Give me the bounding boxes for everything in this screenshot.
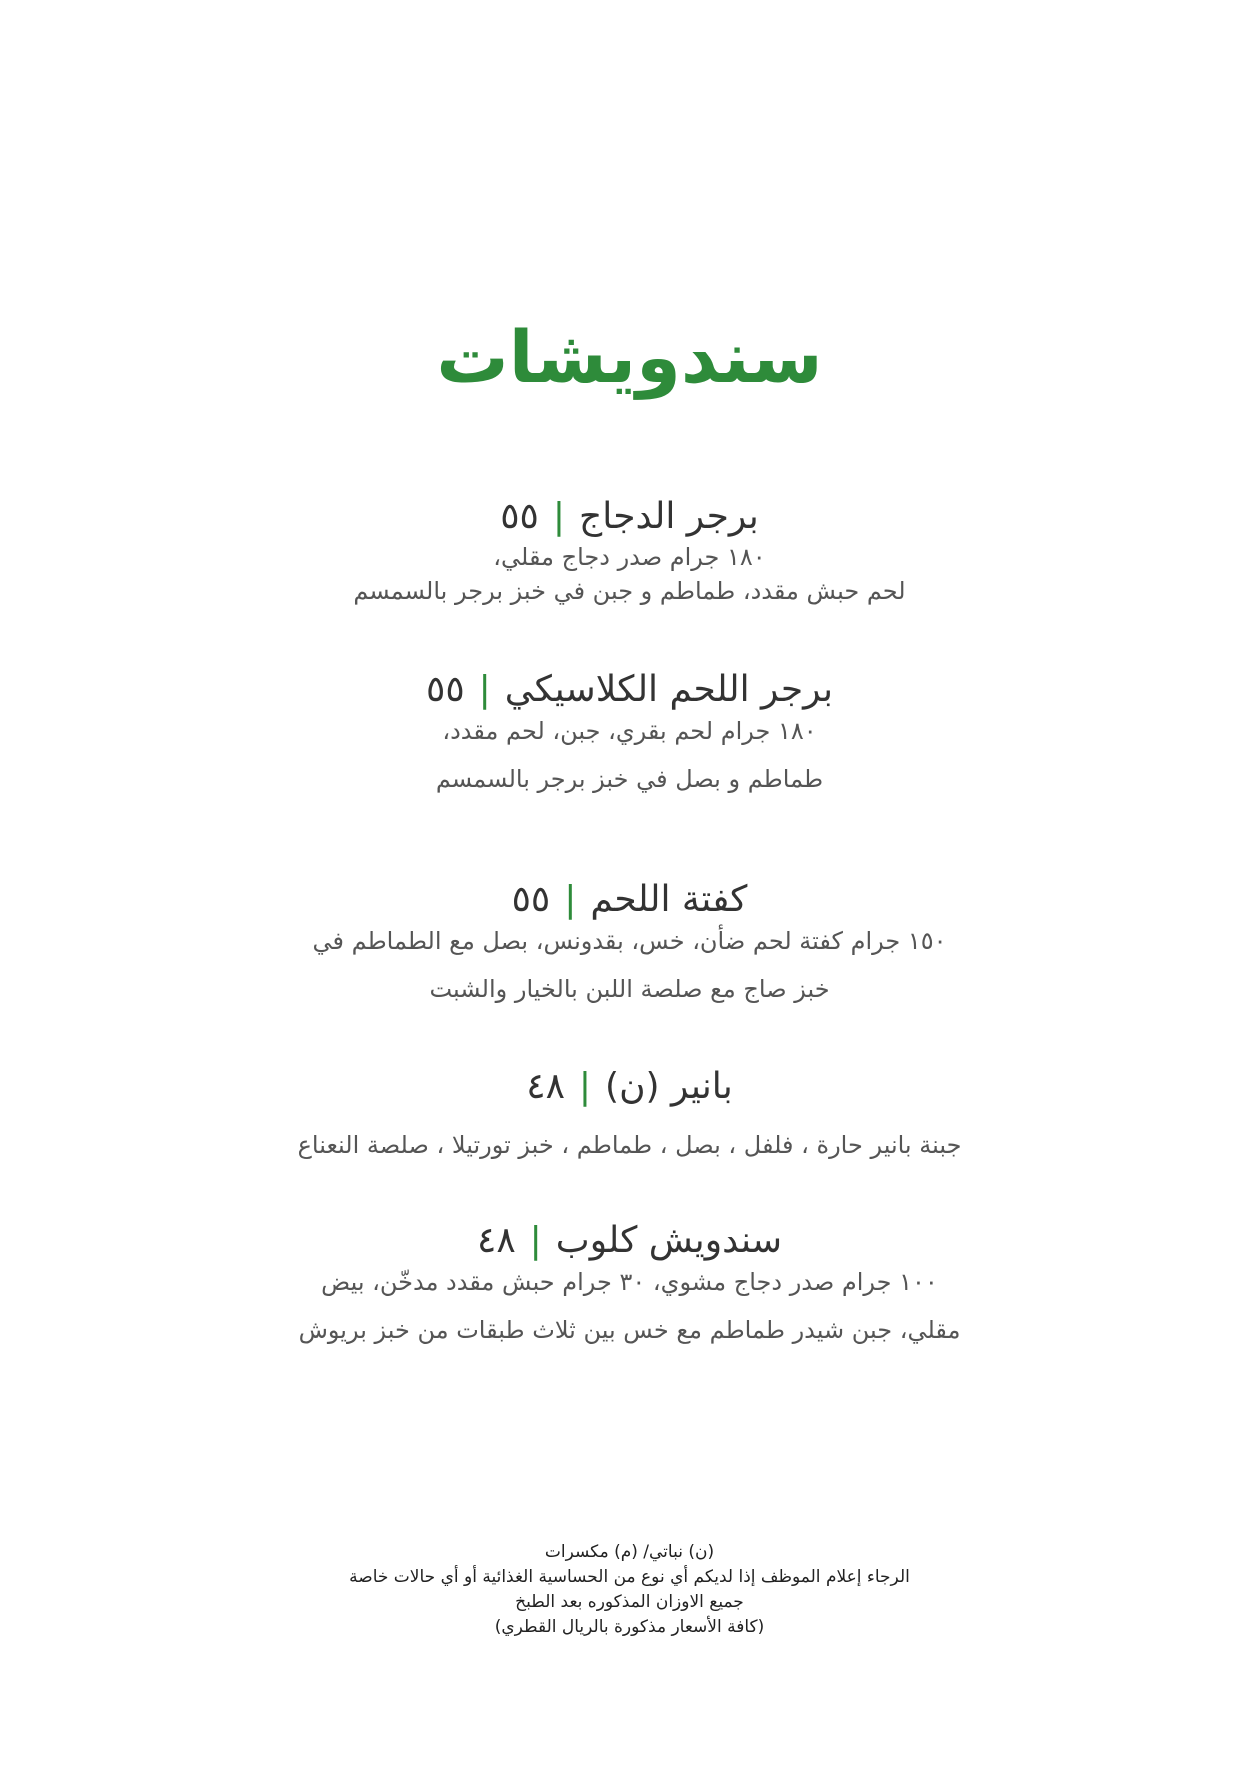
description-line: طماطم و بصل في خبز برجر بالسمسم <box>435 765 824 793</box>
menu-item-name: بانير (ن) <box>605 1066 733 1107</box>
description-line: ١٠٠ جرام صدر دجاج مشوي، ٣٠ جرام حبش مقدد مدخّن، بيض <box>321 1268 938 1296</box>
price-separator: | <box>578 1066 592 1107</box>
page-title: سندويشات <box>436 315 823 399</box>
menu-item-price: ٤٨ <box>526 1066 565 1107</box>
menu-item-description <box>0 540 1259 608</box>
description-line: ١٨٠ جرام لحم بقري، جبن، لحم مقدد، <box>442 717 817 745</box>
menu-item-price: ٥٥ <box>425 669 465 710</box>
menu-item-price: ٥٥ <box>511 879 551 920</box>
menu-item-name: برجر الدجاج <box>579 496 759 537</box>
weight-note: جميع الاوزان المذكوره بعد الطبخ <box>515 1592 744 1612</box>
menu-item <box>0 494 1259 608</box>
menu-item-name: كفتة اللحم <box>590 879 748 920</box>
currency-note: (كافة الأسعار مذكورة بالريال القطري) <box>494 1617 765 1637</box>
menu-item-description <box>0 707 1259 803</box>
price-separator: | <box>552 496 566 537</box>
price-separator: | <box>564 879 577 920</box>
menu-item <box>0 667 1259 803</box>
price-separator: | <box>478 669 491 710</box>
menu-item <box>0 877 1259 1013</box>
menu-item-description <box>0 1128 1259 1162</box>
menu-item-heading <box>0 494 1259 540</box>
description-line: جبنة بانير حارة ، فلفل ، بصل ، طماطم ، خبز تورتيلا ، صلصة النعناع <box>297 1131 962 1159</box>
description-line: مقلي، جبن شيدر طماطم مع خس بين ثلاث طبقات من خبز بريوش <box>298 1316 961 1344</box>
menu-item <box>0 1064 1259 1162</box>
menu-item-price: ٥٥ <box>500 496 539 537</box>
allergy-note: الرجاء إعلام الموظف إذا لديكم أي نوع من الحساسية الغذائية أو أي حالات خاصة <box>349 1567 910 1587</box>
description-line: ١٥٠ جرام كفتة لحم ضأن، خس، بقدونس، بصل مع الطماطم في <box>312 927 947 955</box>
menu-item-description <box>0 917 1259 1013</box>
price-separator: | <box>529 1220 542 1261</box>
footer-notes <box>0 1540 1259 1640</box>
menu-item-description <box>0 1258 1259 1354</box>
menu-item-name: سندويش كلوب <box>555 1220 783 1261</box>
menu-item-name: برجر اللحم الكلاسيكي <box>504 669 834 710</box>
description-line: لحم حبش مقدد، طماطم و جبن في خبز برجر بالسمسم <box>353 577 906 605</box>
menu-item <box>0 1218 1259 1354</box>
menu-item-price: ٤٨ <box>476 1220 516 1261</box>
description-line: ١٨٠ جرام صدر دجاج مقلي، <box>493 543 766 571</box>
legend-note: (ن) نباتي/ (م) مكسرات <box>544 1542 715 1562</box>
menu-item-heading <box>0 1064 1259 1110</box>
description-line: خبز صاج مع صلصة اللبن بالخيار والشبت <box>429 975 830 1003</box>
